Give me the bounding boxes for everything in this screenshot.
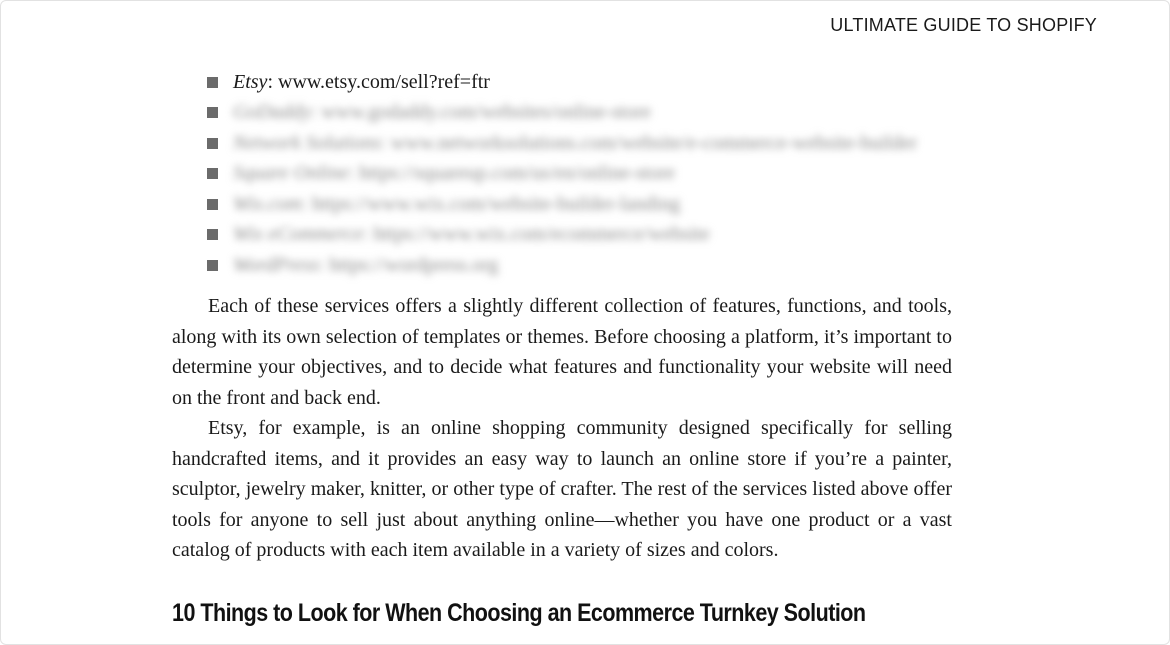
- platform-url: https://wordpress.org: [329, 253, 499, 276]
- platform-list-item: [207, 189, 917, 220]
- square-bullet-icon: [207, 138, 218, 149]
- body-copy: [172, 291, 952, 566]
- platform-name: Etsy: [233, 70, 268, 93]
- square-bullet-icon: [207, 168, 218, 179]
- platform-list-item: [207, 250, 917, 281]
- platform-list-item: [207, 220, 917, 251]
- platform-separator: :: [301, 192, 312, 215]
- platform-separator: :: [348, 162, 359, 185]
- platform-name: Wix.com: [233, 192, 302, 215]
- square-bullet-icon: [207, 107, 218, 118]
- blurred-platform-entry: [233, 193, 680, 216]
- square-bullet-icon: [207, 229, 218, 240]
- platform-separator: :: [310, 101, 322, 124]
- square-bullet-icon: [207, 260, 218, 271]
- platform-entry: [233, 71, 490, 94]
- square-bullet-icon: [207, 199, 218, 210]
- platform-url: www.etsy.com/sell?ref=ftr: [278, 70, 490, 93]
- platform-separator: :: [267, 70, 278, 93]
- blurred-platform-entry: [233, 101, 651, 124]
- platform-list-item: [207, 67, 917, 98]
- platform-separator: :: [318, 253, 330, 276]
- blurred-platform-entry: [233, 162, 675, 185]
- section-heading: 10 Things to Look for When Choosing an Ecommerce Turnkey Solution: [172, 599, 866, 627]
- platform-name: Wix eCommerce: [233, 223, 363, 246]
- blurred-platform-entry: [233, 223, 710, 246]
- platform-name: Network Solutions: [233, 131, 381, 154]
- square-bullet-icon: [207, 77, 218, 88]
- platform-url: www.networksolutions.com/website/e-commerce-website-builder: [390, 131, 918, 154]
- platform-url: https://www.wix.com/website-builder-landing: [311, 192, 681, 215]
- body-paragraph: Etsy, for example, is an online shopping community designed specifically for selling handcrafted items, and it provides an easy way to launch an online store if you’re a painter, sculptor, jewelry maker, knitter, or other type of crafter. The rest of the services listed above offer tools for anyone to sell just about anything online—whether you have one product or a vast catalog of products with each item available in a variety of sizes and colors.: [172, 417, 952, 561]
- platform-url: https://www.wix.com/ecommerce/website: [373, 223, 710, 246]
- blurred-platform-entry: [233, 132, 917, 155]
- platform-list: [207, 67, 917, 281]
- platform-separator: :: [380, 131, 391, 154]
- blurred-platform-entry: [233, 254, 498, 277]
- platform-name: Square Online: [233, 162, 349, 185]
- platform-list-item: [207, 128, 917, 159]
- platform-list-item: [207, 159, 917, 190]
- platform-list-item: [207, 98, 917, 129]
- platform-url: www.godaddy.com/websites/online-store: [321, 101, 651, 124]
- running-head: ULTIMATE GUIDE TO SHOPIFY: [830, 15, 1097, 35]
- platform-separator: :: [362, 223, 374, 246]
- body-paragraph: Each of these services offers a slightly different collection of features, functions, and tools, along with its own selection of templates or themes. Before choosing a platform, it’s important to determine your objectives, and to decide what features and functionality your website will need on the front and back end.: [172, 295, 952, 409]
- platform-url: https://squareup.com/us/en/online-store: [358, 162, 675, 185]
- platform-name: GoDaddy: [233, 101, 311, 124]
- platform-name: WordPress: [233, 253, 319, 276]
